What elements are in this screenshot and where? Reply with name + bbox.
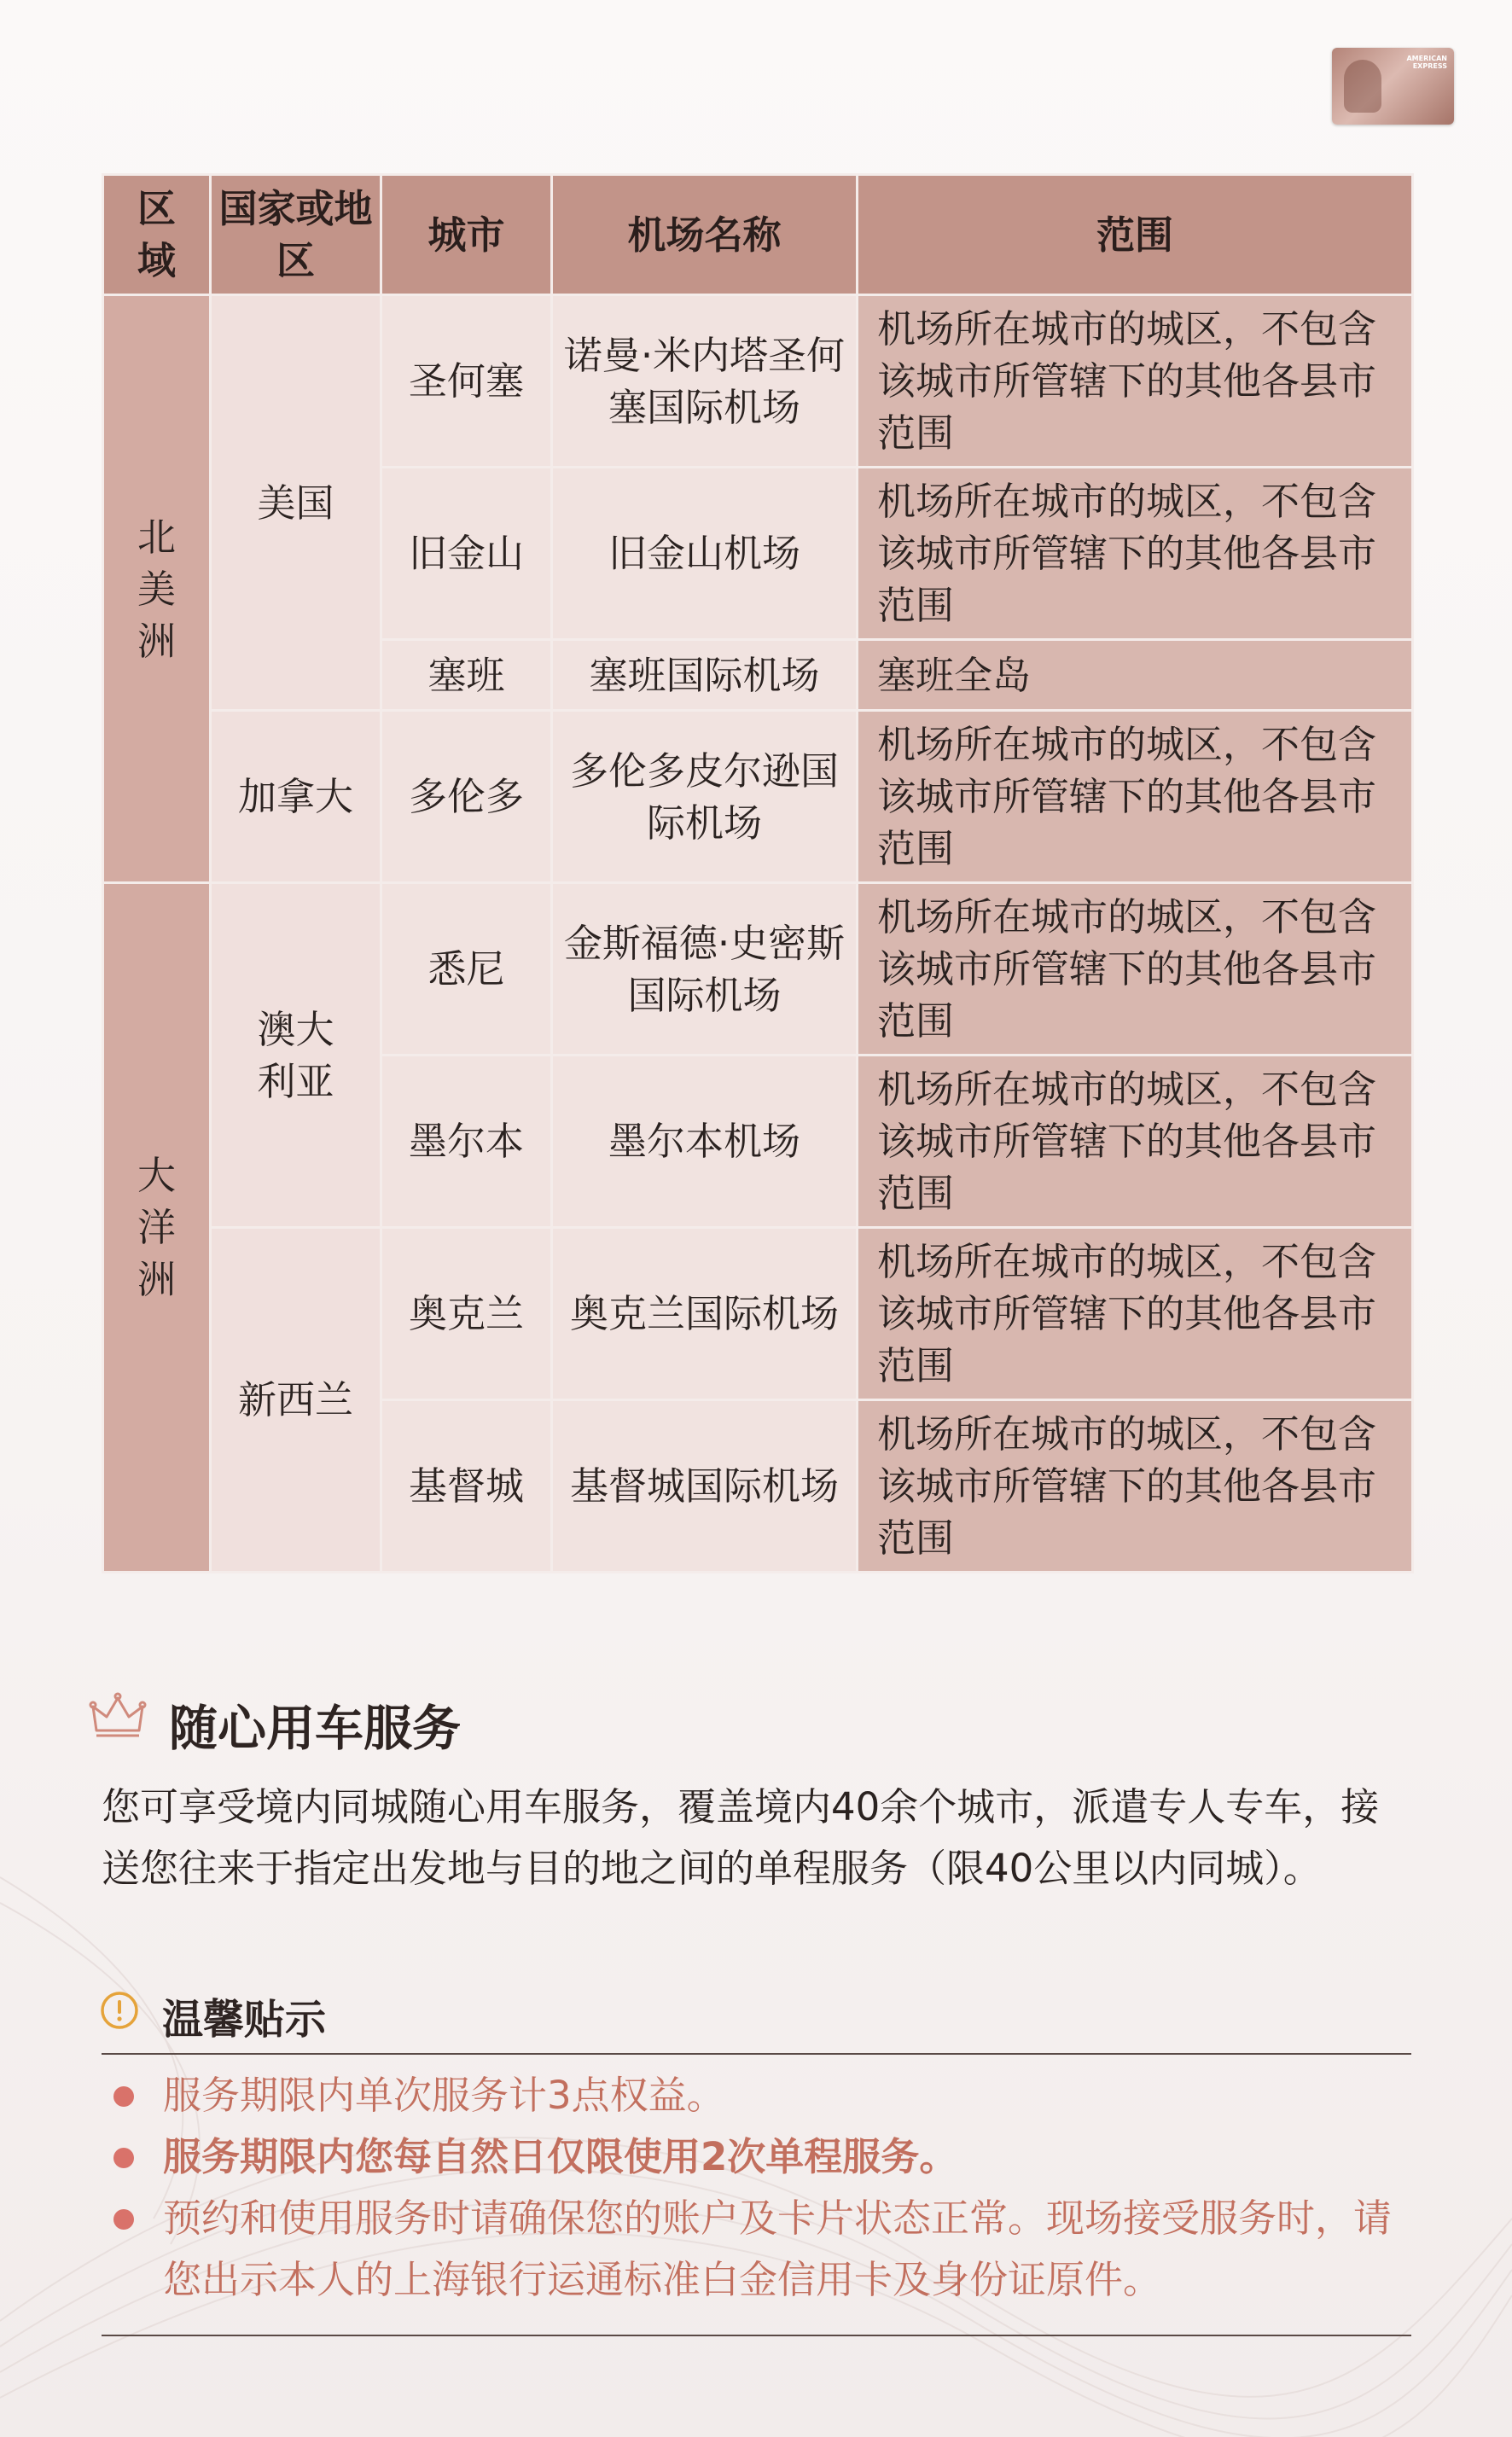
header-city: 城市 — [381, 175, 552, 295]
scope-cell: 塞班全岛 — [858, 640, 1413, 711]
country-cell: 新西兰 — [211, 1228, 381, 1573]
airport-cell: 旧金山机场 — [552, 468, 858, 640]
table-row — [103, 711, 1413, 883]
card-brand: AMERICAN EXPRESS — [1406, 55, 1447, 70]
bullet-icon — [113, 2209, 134, 2230]
exclamation-circle-icon — [100, 1991, 139, 2030]
scope-cell: 机场所在城市的城区，不包含该城市所管辖下的其他各县市范围 — [858, 1400, 1413, 1573]
airport-cell: 基督城国际机场 — [552, 1400, 858, 1573]
tips-list — [102, 2065, 1411, 2311]
bullet-icon — [113, 2148, 134, 2168]
service-description: 您可享受境内同城随心用车服务，覆盖境内40余个城市，派遣专人专车，接送您往来于指定出发地与目的地之间的单程服务（限40公里以内同城）。 — [102, 1784, 1380, 1891]
tips-title: 温馨贴示 — [162, 1996, 327, 2044]
region-cell: 北美洲 — [103, 295, 211, 883]
scope-cell: 机场所在城市的城区，不包含该城市所管辖下的其他各县市范围 — [858, 711, 1413, 883]
section-title: 随心用车服务 — [169, 1701, 461, 1757]
airport-cell: 诺曼·米内塔圣何塞国际机场 — [552, 295, 858, 468]
crown-icon — [88, 1691, 148, 1742]
scope-cell: 机场所在城市的城区，不包含该城市所管辖下的其他各县市范围 — [858, 295, 1413, 468]
city-cell: 旧金山 — [381, 468, 552, 640]
city-cell: 圣何塞 — [381, 295, 552, 468]
city-cell: 墨尔本 — [381, 1056, 552, 1228]
header-scope: 范围 — [858, 175, 1413, 295]
scope-cell: 机场所在城市的城区，不包含该城市所管辖下的其他各县市范围 — [858, 1056, 1413, 1228]
bullet-icon — [113, 2086, 134, 2107]
header-region: 区域 — [103, 175, 211, 295]
list-item: 服务期限内您每自然日仅限使用2次单程服务。 — [102, 2126, 1411, 2188]
region-cell: 大洋洲 — [103, 883, 211, 1573]
divider — [102, 2053, 1411, 2055]
airport-cell: 金斯福德·史密斯国际机场 — [552, 883, 858, 1056]
airport-cell: 多伦多皮尔逊国际机场 — [552, 711, 858, 883]
scope-cell: 机场所在城市的城区，不包含该城市所管辖下的其他各县市范围 — [858, 1228, 1413, 1400]
table-header-row — [103, 175, 1413, 295]
city-cell: 塞班 — [381, 640, 552, 711]
table-row — [103, 295, 1413, 468]
table-row — [103, 883, 1413, 1056]
airport-coverage-table — [102, 173, 1414, 1573]
country-cell: 澳大利亚 — [211, 883, 381, 1228]
country-cell: 加拿大 — [211, 711, 381, 883]
header-country: 国家或地区 — [211, 175, 381, 295]
scope-cell: 机场所在城市的城区，不包含该城市所管辖下的其他各县市范围 — [858, 883, 1413, 1056]
header-airport: 机场名称 — [552, 175, 858, 295]
country-cell: 美国 — [211, 295, 381, 711]
airport-cell: 塞班国际机场 — [552, 640, 858, 711]
divider — [102, 2335, 1411, 2336]
airport-cell: 奥克兰国际机场 — [552, 1228, 858, 1400]
centurion-logo — [1344, 60, 1381, 113]
table-row — [103, 1228, 1413, 1400]
airport-cell: 墨尔本机场 — [552, 1056, 858, 1228]
city-cell: 多伦多 — [381, 711, 552, 883]
credit-card-thumbnail — [1332, 48, 1454, 125]
city-cell: 奥克兰 — [381, 1228, 552, 1400]
list-item: 预约和使用服务时请确保您的账户及卡片状态正常。现场接受服务时，请您出示本人的上海银行运通标准白金信用卡及身份证原件。 — [102, 2188, 1411, 2311]
city-cell: 基督城 — [381, 1400, 552, 1573]
city-cell: 悉尼 — [381, 883, 552, 1056]
scope-cell: 机场所在城市的城区，不包含该城市所管辖下的其他各县市范围 — [858, 468, 1413, 640]
list-item: 服务期限内单次服务计3点权益。 — [102, 2065, 1411, 2126]
